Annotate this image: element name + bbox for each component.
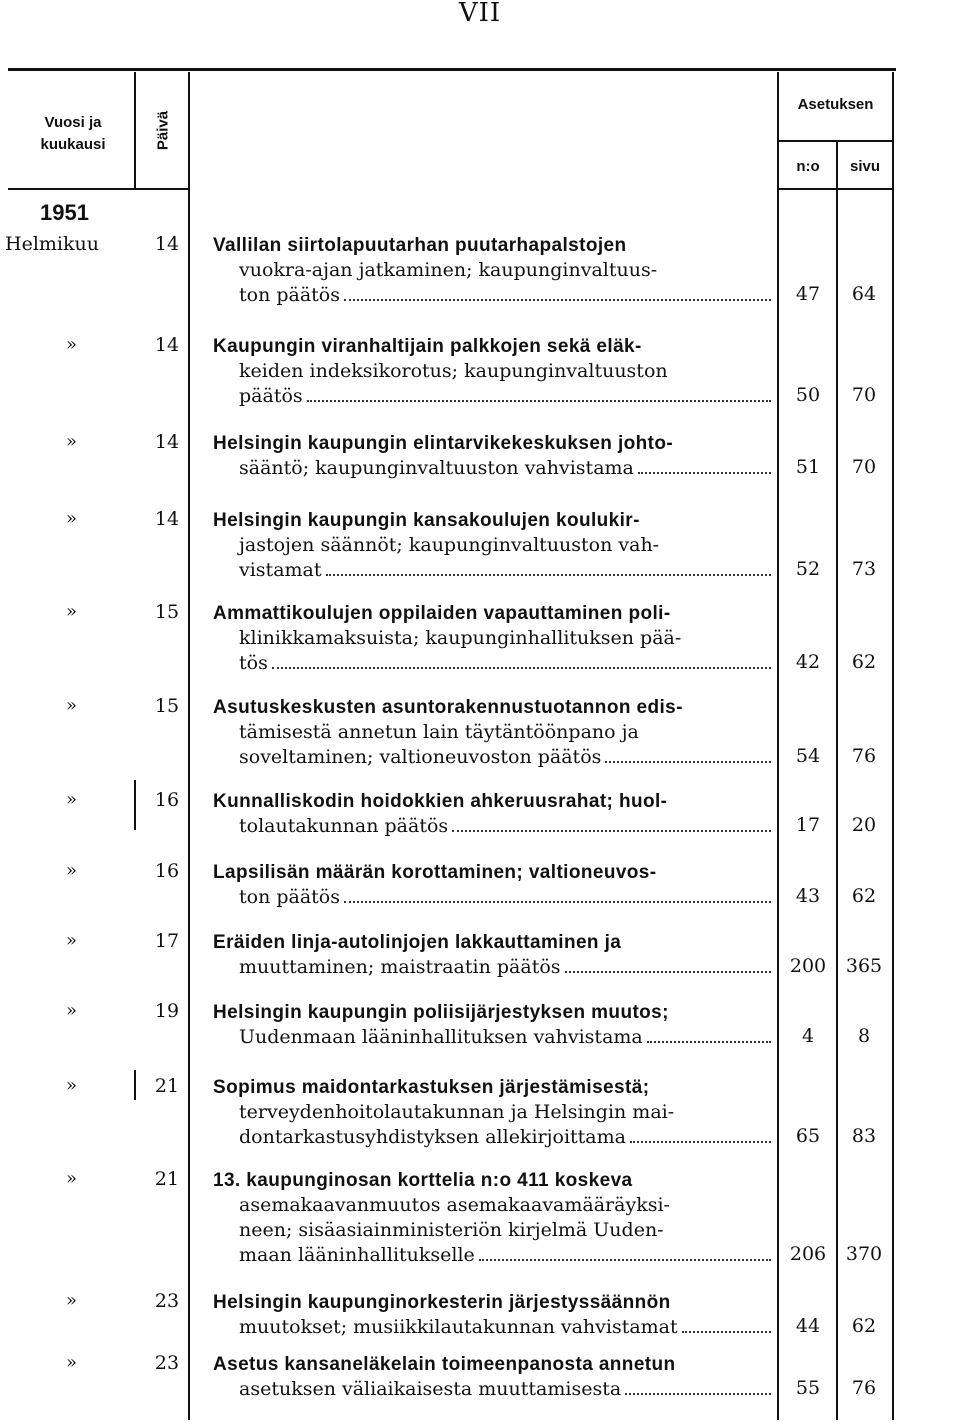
ditto-mark: » (66, 789, 78, 810)
entry-title: Kaupungin viranhaltijain palkkojen sekä eläk- (213, 336, 642, 357)
entry-line-text: terveydenhoitolautakunnan ja Helsingin mai- (239, 1101, 675, 1123)
ditto-mark: » (66, 431, 78, 452)
entry-line (213, 955, 775, 980)
entry-text (213, 1075, 775, 1150)
entry-text (213, 1352, 775, 1402)
column-rule-day-lower (134, 780, 136, 830)
entry-day: 14 (154, 508, 180, 530)
entry-text (213, 1290, 775, 1340)
entry-day: 23 (154, 1290, 180, 1312)
decree-page: 76 (851, 745, 877, 767)
entry-line (213, 1243, 775, 1268)
entry-line-text: neen; sisäasiainministeriön kirjelmä Uuden- (239, 1219, 664, 1241)
entry-line (213, 1315, 775, 1340)
decree-page: 73 (851, 558, 877, 580)
entry-line-text: muuttaminen; maistraatin päätös (239, 956, 561, 978)
decree-number: 17 (795, 814, 821, 836)
header-rule-right (777, 188, 894, 190)
entry-text (213, 233, 775, 308)
leader-dots (307, 400, 771, 402)
ditto-mark: » (66, 1352, 78, 1373)
entry-line (213, 745, 775, 770)
entry-title: Helsingin kaupungin kansakoulujen koulukir- (213, 510, 640, 531)
entry-text (213, 431, 775, 481)
header-decrees: Asetuksen (797, 96, 874, 113)
entry-line (213, 1100, 775, 1125)
entry-day: 14 (154, 233, 180, 255)
decree-number: 200 (789, 955, 827, 977)
entry-line (213, 720, 775, 745)
entry-line-text: päätös (239, 385, 303, 407)
entry-day: 16 (154, 789, 180, 811)
entry-title: 13. kaupunginosan korttelia n:o 411 koskeva (213, 1170, 633, 1191)
decree-page: 83 (851, 1125, 877, 1147)
entry-line (213, 1025, 775, 1050)
entry-line (213, 651, 775, 676)
entry-line (213, 384, 775, 409)
ditto-mark: » (66, 860, 78, 881)
decree-number: 4 (801, 1025, 815, 1047)
decree-number: 42 (795, 651, 821, 673)
year: 1951 (40, 200, 89, 225)
header-number: n:o (796, 158, 820, 175)
leader-dots (452, 830, 771, 832)
entry-line (213, 359, 775, 384)
leader-dots (344, 299, 771, 301)
leader-dots (630, 1141, 771, 1143)
entry-line (213, 283, 775, 308)
entry-title: Eräiden linja-autolinjojen lakkauttaminen ja (213, 932, 622, 953)
ditto-mark: » (66, 601, 78, 622)
column-rule-day-lower2 (134, 1070, 136, 1100)
leader-dots (605, 761, 771, 763)
entry-line-text: jastojen säännöt; kaupunginvaltuuston vah- (239, 534, 660, 556)
decree-number: 50 (795, 384, 821, 406)
ditto-mark: » (66, 1290, 78, 1311)
decree-number: 65 (795, 1125, 821, 1147)
entry-line-text: maan lääninhallitukselle (239, 1244, 475, 1266)
entry-line-text: vistamat (239, 559, 322, 581)
decree-number: 206 (789, 1243, 827, 1265)
entry-line-text: tolautakunnan päätös (239, 815, 449, 837)
entry-title: Asetus kansaneläkelain toimeenpanosta annetun (213, 1354, 676, 1375)
entry-line (213, 885, 775, 910)
ditto-mark: » (66, 508, 78, 529)
top-rule (8, 68, 896, 71)
ditto-mark: » (66, 1168, 78, 1189)
entry-text (213, 930, 775, 980)
entry-line (213, 558, 775, 583)
entry-line-text: tämisestä annetun lain täytäntöönpano ja (239, 721, 639, 743)
header-year-month: Vuosi ja kuukausi (40, 114, 106, 153)
entry-text (213, 334, 775, 409)
ditto-mark: » (66, 1075, 78, 1096)
decree-number: 52 (795, 558, 821, 580)
entry-line-text: muutokset; musiikkilautakunnan vahvistamat (239, 1316, 678, 1338)
entry-text (213, 1000, 775, 1050)
entry-line (213, 456, 775, 481)
entry-line (213, 626, 775, 651)
leader-dots (638, 472, 771, 474)
entry-title: Helsingin kaupungin poliisijärjestyksen muutos; (213, 1002, 669, 1023)
column-rule-right (892, 72, 894, 1420)
entry-line (213, 1218, 775, 1243)
decree-page: 365 (845, 955, 883, 977)
entry-day: 15 (154, 601, 180, 623)
column-rule-text (188, 190, 190, 1420)
entry-line-text: ton päätös (239, 886, 340, 908)
header-rule-decrees (777, 140, 894, 142)
decree-page: 62 (851, 651, 877, 673)
entry-text (213, 860, 775, 910)
decree-number: 43 (795, 885, 821, 907)
decree-page: 62 (851, 885, 877, 907)
entry-day: 17 (154, 930, 180, 952)
entry-line (213, 533, 775, 558)
entry-line (213, 814, 775, 839)
month: Helmikuu (5, 233, 99, 255)
decree-page: 64 (851, 283, 877, 305)
entry-day: 14 (154, 431, 180, 453)
entry-day: 19 (154, 1000, 180, 1022)
entry-title: Lapsilisän määrän korottaminen; valtioneuvos- (213, 862, 657, 883)
entry-line-text: asetuksen väliaikaisesta muuttamisesta (239, 1378, 622, 1400)
decree-page: 70 (851, 456, 877, 478)
entry-text (213, 789, 775, 839)
decree-number: 51 (795, 456, 821, 478)
entry-title: Kunnalliskodin hoidokkien ahkeruusrahat; huol- (213, 791, 668, 812)
entry-day: 15 (154, 695, 180, 717)
column-rule-month (134, 72, 136, 190)
entry-line (213, 1377, 775, 1402)
leader-dots (272, 667, 771, 669)
entry-line-text: vuokra-ajan jatkaminen; kaupunginvaltuus- (239, 259, 658, 281)
column-rule-day (188, 72, 190, 190)
leader-dots (682, 1331, 771, 1333)
leader-dots (647, 1041, 771, 1043)
decree-page: 20 (851, 814, 877, 836)
entry-day: 23 (154, 1352, 180, 1374)
entry-title: Asutuskeskusten asuntorakennustuotannon edis- (213, 697, 683, 718)
entry-line (213, 1125, 775, 1150)
page-number: VII (458, 0, 502, 28)
entry-day: 16 (154, 860, 180, 882)
entry-line (213, 258, 775, 283)
leader-dots (479, 1259, 771, 1261)
entry-line-text: asemakaavanmuutos asemakaavamääräyksi- (239, 1194, 670, 1216)
entry-text (213, 508, 775, 583)
decree-number: 44 (795, 1315, 821, 1337)
entry-day: 21 (154, 1075, 180, 1097)
entry-line (213, 1193, 775, 1218)
decree-number: 54 (795, 745, 821, 767)
entry-text (213, 1168, 775, 1268)
entry-day: 14 (154, 334, 180, 356)
header-rule (8, 188, 190, 190)
entry-line-text: Uudenmaan lääninhallituksen vahvistama (239, 1026, 643, 1048)
entry-title: Helsingin kaupungin elintarvikekeskuksen johto- (213, 433, 674, 454)
leader-dots (326, 574, 771, 576)
entry-title: Helsingin kaupunginorkesterin järjestyssäännön (213, 1292, 671, 1313)
decree-number: 55 (795, 1377, 821, 1399)
entry-title: Ammattikoulujen oppilaiden vapauttaminen poli- (213, 603, 671, 624)
leader-dots (625, 1393, 771, 1395)
leader-dots (344, 901, 771, 903)
decree-page: 370 (845, 1243, 883, 1265)
ditto-mark: » (66, 695, 78, 716)
ditto-mark: » (66, 930, 78, 951)
entry-title: Sopimus maidontarkastuksen järjestämisestä; (213, 1077, 650, 1098)
ditto-mark: » (66, 334, 78, 355)
entry-line-text: sääntö; kaupunginvaltuuston vahvistama (239, 457, 634, 479)
leader-dots (565, 971, 771, 973)
decree-page: 8 (857, 1025, 871, 1047)
entry-line-text: soveltaminen; valtioneuvoston päätös (239, 746, 602, 768)
entry-text (213, 601, 775, 676)
entry-line-text: ton päätös (239, 284, 340, 306)
decree-number: 47 (795, 283, 821, 305)
entry-line-text: keiden indeksikorotus; kaupunginvaltuuston (239, 360, 668, 382)
header-day: Päivä (154, 110, 172, 151)
entry-day: 21 (154, 1168, 180, 1190)
decree-page: 62 (851, 1315, 877, 1337)
decree-page: 76 (851, 1377, 877, 1399)
decree-page: 70 (851, 384, 877, 406)
entry-line-text: dontarkastusyhdistyksen allekirjoittama (239, 1126, 626, 1148)
ditto-mark: » (66, 1000, 78, 1021)
entry-text (213, 695, 775, 770)
entry-title: Vallilan siirtolapuutarhan puutarhapalstojen (213, 235, 627, 256)
entry-line-text: tös (239, 652, 268, 674)
entry-line-text: klinikkamaksuista; kaupunginhallituksen pää- (239, 627, 682, 649)
column-rule-page (836, 140, 838, 1420)
header-page: sivu (849, 158, 880, 175)
